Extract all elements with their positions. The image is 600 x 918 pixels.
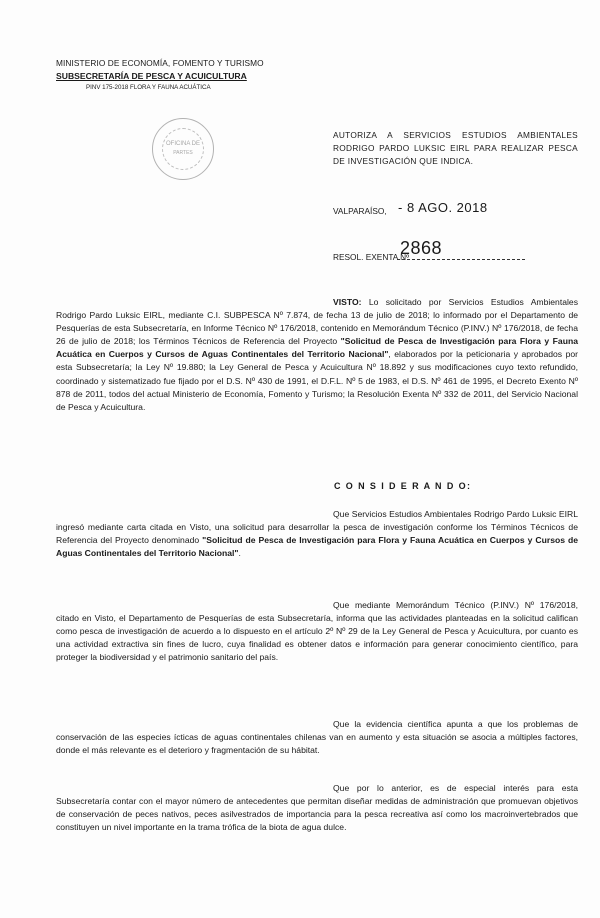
stamp-inner-ring <box>162 128 204 170</box>
visto-text-a: Lo solicitado por Servicios Estudios Ambientales Rodrigo Pardo Luksic EIRL, mediante C.I. SUBPESCA Nº 7.874, de fecha 13 de julio de 2018; lo informado por el Departamento de Pesquerías de esta Subsecretaría, en Informe Técnico Nº 176/2018, contenido en Memorándum Técnico (P.INV.) Nº 176/2018, de fecha 26 de julio de 2018; los Términos Técnicos de Referencia del Proyecto <box>56 297 578 347</box>
visto-text-b: , elaborados por la peticionaria y aprobados por esta Subsecretaría; la Ley Nº 19.880; la Ley General de Pesca y Acuicultura Nº 18.892 y sus modificaciones cuyo texto refundido, coordinado y sistematizado fue fijado por el D.S. Nº 430 de 1991, el D.F.L. Nº 5 de 1983, el D.S. Nº 461 de 1995, el Decreto Exento Nº 878 de 2011, todos del actual Ministerio de Economía, Fomento y Turismo; la Resolución Exenta Nº 332 de 2011, del Servicio Nacional de Pesca y Acuicultura. <box>56 349 578 412</box>
ministry-name: MINISTERIO DE ECONOMÍA, FOMENTO Y TURISMO <box>56 58 264 68</box>
stamp-line-1: OFICINA DE <box>165 141 200 147</box>
considerando-1-text-b: . <box>238 548 241 559</box>
considerando-1-text-a: Que Servicios Estudios Ambientales Rodrigo Pardo Luksic EIRL ingresó mediante carta citada en Visto, una solicitud para desarrollar la pesca de investigación conforme los Términos Técnicos de Referencia del Proyecto denominado <box>56 509 578 546</box>
letterhead <box>56 58 306 91</box>
place-label: VALPARAÍSO, <box>333 206 387 216</box>
considerando-paragraph-2: Que mediante Memorándum Técnico (P.INV.) Nº 176/2018, citado en Visto, el Departamento de Pesquerías de esta Subsecretaría, informa que las actividades planteadas en la solicitud califican como pesca de investigación de acuerdo a lo dispuesto en el artículo 2º Nº 29 de la Ley General de Pesca y Acuicultura, por cuanto es una actividad extractiva sin fines de lucro, cuya finalidad es obtener datos e información para generar conocimiento científico, para proteger la biodiversidad y el patrimonio sanitario del país. <box>56 600 578 663</box>
stamped-date: - 8 AGO. 2018 <box>398 200 488 215</box>
reference-code: PINV 175-2018 FLORA Y FAUNA ACUÁTICA <box>86 84 211 91</box>
resolution-number: 2868 <box>400 238 443 258</box>
subsecretaria-name: SUBSECRETARÍA DE PESCA Y ACUICULTURA <box>56 71 247 81</box>
considerando-paragraph-1 <box>56 508 578 560</box>
number-underline <box>397 259 525 260</box>
considerando-paragraph-4: Que por lo anterior, es de especial interés para esta Subsecretaría contar con el mayor número de antecedentes que permitan diseñar medidas de administración que promuevan objetivos de conservación de peces nativos, peces asilvestrados de importancia para la pesca recreativa así como los macroinvertebrados que constituyen un nivel importante en la trama trófica de la biota de agua dulce. <box>56 783 578 833</box>
stamp-line-2: PARTES <box>173 150 193 156</box>
office-stamp <box>152 118 214 180</box>
resolution-label: RESOL. EXENTA Nº <box>333 252 410 262</box>
visto-label: VISTO: <box>333 297 362 307</box>
considerando-paragraph-3: Que la evidencia científica apunta a que los problemas de conservación de las especies ícticas de aguas continentales chilenas van en aumento y esta situación se asocia a múltiples factores, donde el más relevante es el deterioro y fragmentación de su hábitat. <box>56 719 578 756</box>
resolution-title: AUTORIZA A SERVICIOS ESTUDIOS AMBIENTALES RODRIGO PARDO LUKSIC EIRL PARA REALIZAR PESCA DE INVESTIGACIÓN QUE INDICA. <box>333 130 578 166</box>
considerando-heading: C O N S I D E R A N D O: <box>334 481 472 491</box>
considerando-1-project-name: "Solicitud de Pesca de Investigación para Flora y Fauna Acuática en Cuerpos y Cursos de Aguas Continentales del Territorio Nacional" <box>56 535 578 559</box>
visto-project-name: "Solicitud de Pesca de Investigación para Flora y Fauna Acuática en Cuerpos y Cursos de Aguas Continentales del Territorio Nacional" <box>56 336 578 360</box>
visto-paragraph <box>56 296 578 414</box>
